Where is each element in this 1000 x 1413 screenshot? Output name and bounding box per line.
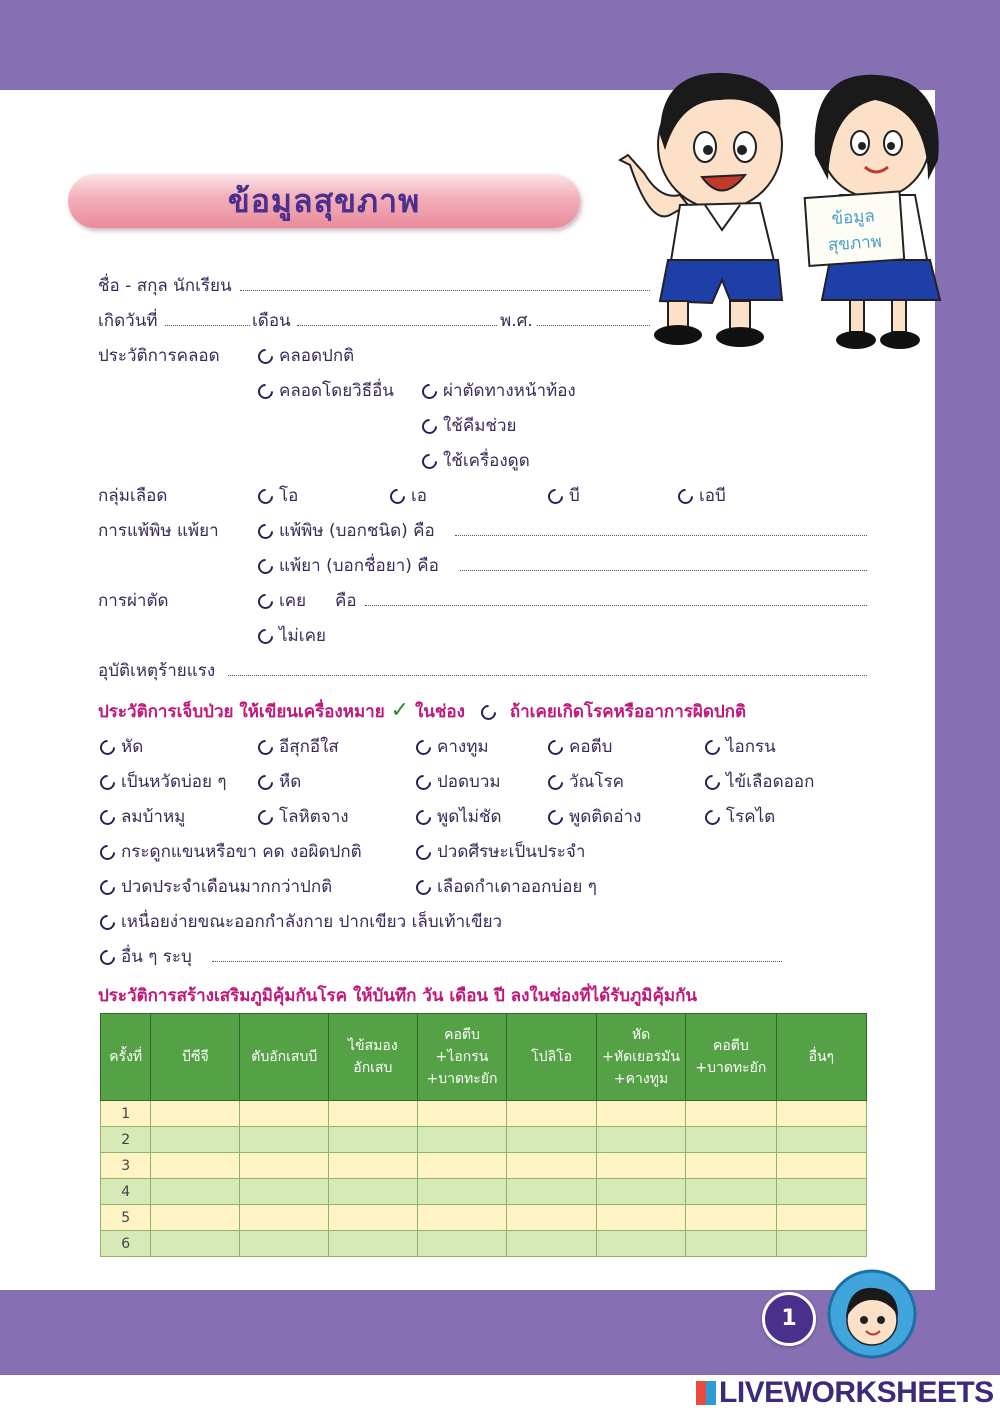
option-label: โอ	[279, 486, 299, 506]
vaccine-col-header-line: คอตีบ	[712, 1038, 749, 1054]
vaccine-date-cell[interactable]	[776, 1127, 866, 1153]
option-label: พูดไม่ชัด	[437, 807, 502, 827]
illness-option[interactable]	[100, 803, 185, 830]
vaccine-date-cell[interactable]	[417, 1127, 507, 1153]
radio-circle-icon	[419, 381, 440, 402]
vaccine-date-cell[interactable]	[776, 1205, 866, 1231]
option-delivery-other[interactable]	[258, 377, 394, 404]
vaccine-date-cell[interactable]	[151, 1179, 240, 1205]
radio-circle-icon	[97, 772, 118, 793]
option-label: โรคไต	[726, 807, 776, 827]
boy-figure	[620, 73, 782, 347]
allergy-drug-line[interactable]	[460, 570, 867, 571]
illness-option[interactable]	[416, 838, 585, 865]
vaccine-date-cell[interactable]	[507, 1231, 597, 1257]
vaccine-date-cell[interactable]	[240, 1153, 329, 1179]
option-label: อีสุกอีใส	[279, 737, 339, 757]
option-label: พูดติดอ่าง	[569, 807, 642, 827]
checkmark-icon: ✓	[390, 698, 410, 723]
illness-option[interactable]	[548, 768, 624, 795]
vaccine-col-header	[101, 1014, 151, 1101]
radio-circle-icon	[419, 451, 440, 472]
option-label: ไอกรน	[726, 737, 776, 757]
vaccine-row-number: 1	[101, 1101, 151, 1127]
delivery-label: ประวัติการคลอด	[98, 346, 220, 366]
accident-line[interactable]	[228, 675, 867, 676]
vaccine-col-header	[597, 1014, 686, 1101]
vaccine-date-cell[interactable]	[507, 1153, 597, 1179]
month-label: เดือน	[252, 311, 291, 331]
illness-heading-in-box: ในช่อง	[414, 702, 465, 722]
option-label: แพ้พิษ (บอกชนิด) คือ	[279, 521, 435, 541]
blood-label: กลุ่มเลือด	[98, 486, 168, 506]
vaccine-date-cell[interactable]	[417, 1205, 507, 1231]
sign-text-line1: ข้อมูล	[830, 206, 876, 230]
birth-year-line[interactable]	[537, 325, 650, 326]
vaccine-col-header	[776, 1014, 866, 1101]
vaccine-date-cell[interactable]	[597, 1179, 686, 1205]
radio-circle-icon	[255, 772, 276, 793]
radio-circle-icon	[255, 346, 276, 367]
illness-other-line[interactable]	[212, 961, 782, 962]
option-label: ปอดบวม	[437, 772, 501, 792]
logo-mark-icon	[696, 1381, 716, 1405]
vaccine-date-cell[interactable]	[417, 1179, 507, 1205]
option-label: ไข้เลือดออก	[726, 772, 815, 792]
page-title: ข้อมูลสุขภาพ	[227, 182, 421, 220]
sign-text-line2: สุขภาพ	[827, 231, 883, 256]
radio-circle-icon	[387, 486, 408, 507]
option-delivery-forceps[interactable]	[422, 412, 516, 439]
option-delivery-vacuum[interactable]	[422, 447, 530, 474]
option-label: ใช้เครื่องดูด	[443, 451, 530, 471]
vaccine-date-cell[interactable]	[240, 1127, 329, 1153]
vaccine-date-cell[interactable]	[597, 1101, 686, 1127]
radio-circle-icon	[97, 807, 118, 828]
surgery-label: การผ่าตัด	[98, 591, 169, 611]
vaccine-date-cell[interactable]	[597, 1127, 686, 1153]
vaccine-row-number: 5	[101, 1205, 151, 1231]
radio-circle-icon	[413, 772, 434, 793]
vaccine-date-cell[interactable]	[151, 1153, 240, 1179]
vaccine-date-cell[interactable]	[240, 1179, 329, 1205]
radio-circle-icon	[97, 947, 118, 968]
illness-option[interactable]	[258, 803, 349, 830]
radio-circle-icon	[545, 737, 566, 758]
option-label: แพ้ยา (บอกชื่อยา) คือ	[279, 556, 439, 576]
vaccine-date-cell[interactable]	[417, 1153, 507, 1179]
radio-circle-icon	[478, 702, 499, 723]
vaccine-date-cell[interactable]	[329, 1127, 418, 1153]
vaccine-row	[101, 1231, 867, 1257]
option-label: เอ	[411, 486, 428, 506]
vaccine-date-cell[interactable]	[417, 1231, 507, 1257]
surgery-is-label: คือ	[335, 591, 357, 611]
vaccine-date-cell[interactable]	[686, 1153, 777, 1179]
vaccine-date-cell[interactable]	[240, 1205, 329, 1231]
radio-circle-icon	[545, 772, 566, 793]
illness-option[interactable]	[100, 873, 332, 900]
page-number: 1	[762, 1292, 816, 1346]
vaccine-col-header	[151, 1014, 240, 1101]
allergy-label: การแพ้พิษ แพ้ยา	[98, 521, 219, 541]
option-label: เป็นหวัดบ่อย ๆ	[121, 772, 227, 792]
vaccine-row	[101, 1127, 867, 1153]
illness-heading-condition: ถ้าเคยเกิดโรคหรืออาการผิดปกติ	[509, 702, 747, 722]
vaccine-date-cell[interactable]	[329, 1179, 418, 1205]
vaccine-table-body	[101, 1101, 867, 1257]
vaccine-date-cell[interactable]	[329, 1101, 418, 1127]
option-label: คลอดโดยวิธีอื่น	[279, 381, 394, 401]
vaccine-table	[100, 1013, 867, 1257]
radio-circle-icon	[255, 381, 276, 402]
illness-option[interactable]	[416, 803, 502, 830]
vaccine-date-cell[interactable]	[597, 1231, 686, 1257]
option-label: ปวดประจำเดือนมากกว่าปกติ	[121, 877, 333, 897]
option-blood-o[interactable]	[258, 482, 298, 509]
allergy-toxin-line[interactable]	[455, 535, 867, 536]
vaccine-date-cell[interactable]	[151, 1231, 240, 1257]
radio-circle-icon	[702, 737, 723, 758]
option-label: บี	[569, 486, 580, 506]
vaccine-col-header-line: คอตีบ	[444, 1027, 480, 1043]
vaccine-date-cell[interactable]	[776, 1231, 866, 1257]
vaccine-date-cell[interactable]	[686, 1205, 777, 1231]
vaccine-col-header-line: ครั้งที่	[109, 1049, 143, 1065]
radio-circle-icon	[255, 626, 276, 647]
option-label: ไม่เคย	[279, 626, 326, 646]
illness-option[interactable]	[100, 733, 143, 760]
vaccine-date-cell[interactable]	[686, 1101, 777, 1127]
vaccine-col-header-line: +บาดทะยัก	[426, 1071, 498, 1087]
radio-circle-icon	[702, 807, 723, 828]
illness-option[interactable]	[258, 768, 301, 795]
option-label: เลือดกำเดาออกบ่อย ๆ	[437, 877, 597, 897]
liveworksheets-logo	[696, 1376, 994, 1410]
illness-option[interactable]	[100, 768, 227, 795]
vaccine-date-cell[interactable]	[776, 1179, 866, 1205]
vaccine-col-header-line: อักเสบ	[353, 1060, 393, 1076]
vaccine-date-cell[interactable]	[776, 1101, 866, 1127]
option-label: เอบี	[699, 486, 726, 506]
vaccine-row-number: 2	[101, 1127, 151, 1153]
option-label: อื่น ๆ ระบุ	[121, 947, 192, 967]
option-label: ใช้คีมช่วย	[443, 416, 517, 436]
vaccine-date-cell[interactable]	[686, 1127, 777, 1153]
year-label: พ.ศ.	[500, 311, 533, 331]
option-delivery-normal[interactable]	[258, 342, 354, 369]
vaccine-col-header-line: ไข้สมอง	[348, 1038, 398, 1054]
vaccine-col-header	[507, 1014, 597, 1101]
radio-circle-icon	[675, 486, 696, 507]
illness-heading-text: ประวัติการเจ็บป่วย ให้เขียนเครื่องหมาย	[98, 702, 385, 722]
birth-label: เกิดวันที่	[98, 311, 158, 331]
vaccine-row	[101, 1205, 867, 1231]
vaccine-date-cell[interactable]	[151, 1101, 240, 1127]
option-label: วัณโรค	[569, 772, 624, 792]
option-label: กระดูกแขนหรือขา คด งอผิดปกติ	[121, 842, 362, 862]
option-label: คางทูม	[437, 737, 489, 757]
name-input-line[interactable]	[240, 290, 650, 291]
vaccine-heading: ประวัติการสร้างเสริมภูมิคุ้มกันโรค ให้บันทึก วัน เดือน ปี ลงในช่องที่ได้รับภูมิคุ้มกัน	[98, 986, 697, 1006]
vaccine-date-cell[interactable]	[240, 1231, 329, 1257]
radio-circle-icon	[413, 737, 434, 758]
option-blood-ab[interactable]	[678, 482, 726, 509]
vaccine-col-header-line: บีซีจี	[182, 1049, 209, 1065]
vaccine-date-cell[interactable]	[776, 1153, 866, 1179]
vaccine-date-cell[interactable]	[507, 1127, 597, 1153]
option-allergy-toxin[interactable]	[258, 517, 435, 544]
radio-circle-icon	[413, 807, 434, 828]
vaccine-row	[101, 1179, 867, 1205]
illness-option[interactable]	[705, 733, 776, 760]
vaccine-date-cell[interactable]	[329, 1205, 418, 1231]
illness-option[interactable]	[705, 768, 814, 795]
vaccine-date-cell[interactable]	[686, 1231, 777, 1257]
birth-month-line[interactable]	[297, 325, 497, 326]
vaccine-date-cell[interactable]	[507, 1179, 597, 1205]
vaccine-date-cell[interactable]	[240, 1101, 329, 1127]
radio-circle-icon	[255, 521, 276, 542]
boy-face-badge	[826, 1268, 918, 1360]
vaccine-date-cell[interactable]	[329, 1153, 418, 1179]
illness-option[interactable]	[705, 803, 775, 830]
vaccine-date-cell[interactable]	[597, 1153, 686, 1179]
option-surgery-no[interactable]	[258, 622, 326, 649]
illness-option[interactable]	[548, 803, 641, 830]
illness-option[interactable]	[100, 838, 362, 865]
illness-option[interactable]	[258, 733, 339, 760]
option-label: ผ่าตัดทางหน้าท้อง	[443, 381, 576, 401]
vaccine-col-header-line: +หัดเยอรมัน	[602, 1049, 680, 1065]
radio-circle-icon	[702, 772, 723, 793]
radio-circle-icon	[255, 486, 276, 507]
vaccine-date-cell[interactable]	[686, 1179, 777, 1205]
option-label: คอตีบ	[569, 737, 613, 757]
illness-heading	[98, 698, 746, 725]
radio-circle-icon	[255, 591, 276, 612]
option-label: หืด	[279, 772, 302, 792]
vaccine-date-cell[interactable]	[507, 1205, 597, 1231]
option-label: คลอดปกติ	[279, 346, 355, 366]
birth-day-line[interactable]	[165, 325, 250, 326]
radio-circle-icon	[413, 842, 434, 863]
brand-text: LIVEWORKSHEETS	[719, 1376, 994, 1409]
illness-option[interactable]	[416, 733, 489, 760]
vaccine-date-cell[interactable]	[597, 1205, 686, 1231]
radio-circle-icon	[97, 737, 118, 758]
health-info-sign	[805, 191, 905, 265]
vaccine-date-cell[interactable]	[329, 1231, 418, 1257]
option-blood-a[interactable]	[390, 482, 427, 509]
surgery-detail-line[interactable]	[365, 605, 867, 606]
vaccine-col-header-line: อื่นๆ	[808, 1049, 835, 1065]
radio-circle-icon	[255, 737, 276, 758]
option-label: หัด	[121, 737, 144, 757]
radio-circle-icon	[255, 807, 276, 828]
vaccine-row	[101, 1101, 867, 1127]
name-label: ชื่อ - สกุล นักเรียน	[98, 276, 232, 296]
students-illustration	[610, 55, 950, 360]
vaccine-col-header-line: ตับอักเสบบี	[251, 1049, 318, 1065]
radio-circle-icon	[97, 877, 118, 898]
radio-circle-icon	[97, 842, 118, 863]
vaccine-col-header-line: หัด	[631, 1027, 651, 1043]
option-label: โลหิตจาง	[279, 807, 349, 827]
option-label: ปวดศีรษะเป็นประจำ	[437, 842, 586, 862]
illness-option-other[interactable]	[100, 943, 192, 970]
vaccine-header-row	[101, 1014, 867, 1101]
radio-circle-icon	[413, 877, 434, 898]
illness-option[interactable]	[416, 768, 501, 795]
accident-label: อุบัติเหตุร้ายแรง	[98, 661, 216, 681]
vaccine-date-cell[interactable]	[417, 1101, 507, 1127]
vaccine-row-number: 6	[101, 1231, 151, 1257]
radio-circle-icon	[545, 486, 566, 507]
vaccine-date-cell[interactable]	[151, 1127, 240, 1153]
vaccine-col-header	[240, 1014, 329, 1101]
option-delivery-caesarean[interactable]	[422, 377, 576, 404]
option-allergy-drug[interactable]	[258, 552, 439, 579]
radio-circle-icon	[419, 416, 440, 437]
illness-option[interactable]	[548, 733, 612, 760]
vaccine-date-cell[interactable]	[507, 1101, 597, 1127]
vaccine-row	[101, 1153, 867, 1179]
vaccine-date-cell[interactable]	[151, 1205, 240, 1231]
vaccine-col-header-line: +บาดทะยัก	[695, 1060, 767, 1076]
option-surgery-yes[interactable]	[258, 587, 306, 614]
vaccine-col-header-line: +คางทูม	[613, 1071, 669, 1087]
radio-circle-icon	[97, 912, 118, 933]
illness-option[interactable]	[416, 873, 597, 900]
option-blood-b[interactable]	[548, 482, 580, 509]
option-label: ลมบ้าหมู	[121, 807, 186, 827]
vaccine-col-header	[417, 1014, 507, 1101]
vaccine-col-header	[686, 1014, 777, 1101]
vaccine-row-number: 3	[101, 1153, 151, 1179]
radio-circle-icon	[255, 556, 276, 577]
vaccine-col-header-line: +ไอกรน	[435, 1049, 489, 1065]
option-label: เคย	[279, 591, 307, 611]
option-label: เหนื่อยง่ายขณะออกกำลังกาย ปากเขียว เล็บเท้าเขียว	[121, 912, 503, 932]
vaccine-col-header-line: โปลิโอ	[531, 1049, 573, 1065]
illness-option[interactable]	[100, 908, 502, 935]
radio-circle-icon	[545, 807, 566, 828]
vaccine-col-header	[329, 1014, 418, 1101]
vaccine-row-number: 4	[101, 1179, 151, 1205]
